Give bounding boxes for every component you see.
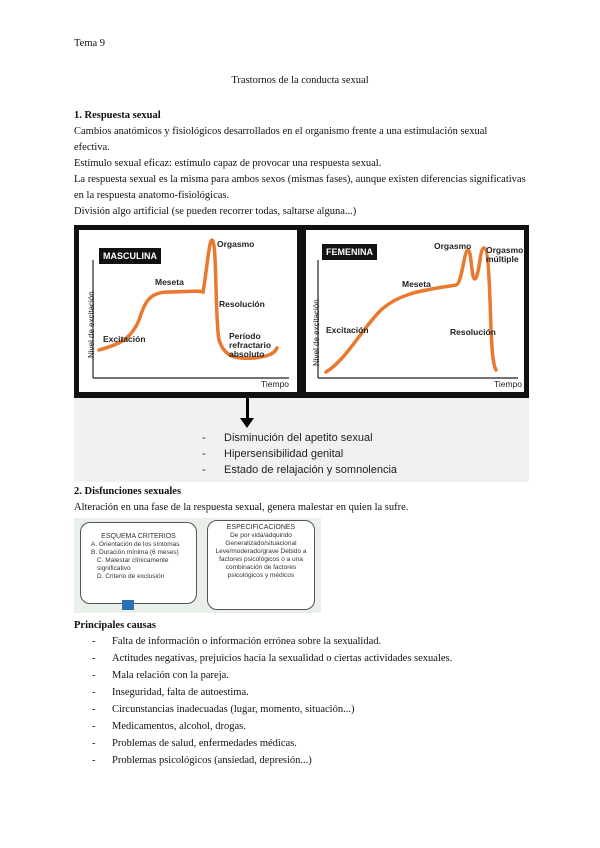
male-x-axis-label: Tiempo [261,379,290,389]
section-2-heading: 2. Disfunciones sexuales [74,486,182,497]
female-label-excitation: Excitación [326,325,369,335]
female-label-multiple-orgasm: Orgasmo múltiple [486,245,524,264]
criteria-item: C. Malestar clínicamente significativo [97,557,169,572]
male-label-excitation: Excitación [103,334,146,344]
male-label-refractory: Período refractario absoluto [229,331,272,359]
effect-item: - Estado de relajación y somnolencia [202,464,398,476]
female-label-plateau: Meseta [402,279,431,289]
causes-heading: Principales causas [74,620,156,631]
cause-item: - Circunstancias inadecuadas (lugar, momento, situación...) [92,704,355,715]
criteria-item: A. Orientación de los síntomas [91,541,180,548]
male-response-panel [79,230,297,392]
effect-item: - Hipersensibilidad genital [202,448,344,460]
specifications-text: De por vida/adquirido Generalizado/situacional Leve/moderado/grave Debido a factores psicológicos o a una combinación de factores psicológicos y médicos [215,532,307,579]
section-1-line: División algo artificial (se pueden recorrer todas, saltarse alguna...) [74,206,357,217]
criteria-item: B. Duración mínima (6 meses) [91,549,179,556]
female-response-panel [306,230,524,392]
cause-item: - Medicamentos, alcohol, drogas. [92,721,246,732]
topic-label: Tema 9 [74,38,106,49]
section-1-line: La respuesta sexual es la misma para ambos sexos (mismas fases), aunque existen diferencias significativas [74,174,526,185]
male-label-plateau: Meseta [155,277,184,287]
section-1-heading: 1. Respuesta sexual [74,110,161,121]
cause-item: - Problemas psicológicos (ansiedad, depresión...) [92,755,312,766]
female-label-resolution: Resolución [450,327,496,337]
sexual-response-figure [74,225,529,398]
cause-item: - Inseguridad, falta de autoestima. [92,687,249,698]
specifications-title: ESPECIFICACIONES [226,524,296,531]
specifications-bubble [207,520,315,610]
male-curve-chart [79,230,297,392]
criteria-item: D. Criterio de exclusión [97,573,165,580]
criteria-title: ESQUEMA CRITERIOS [101,533,176,540]
criteria-image [74,518,321,613]
effect-item: - Disminución del apetito sexual [202,432,373,444]
arrow-shaft [246,398,249,420]
cause-item: - Falta de información o información errónea sobre la sexualidad. [92,636,382,647]
document-title: Trastornos de la conducta sexual [231,75,369,86]
female-tag: FEMENINA [322,244,377,260]
criteria-bubble [80,522,197,604]
cause-item: - Mala relación con la pareja. [92,670,229,681]
female-response-curve [326,248,496,372]
book-icon [122,600,134,610]
male-y-axis-label: Nivel de excitación [87,291,96,358]
male-label-resolution: Resolución [219,299,265,309]
cause-item: - Actitudes negativas, prejuicios hacia la sexualidad o ciertas actividades sexuales. [92,653,453,664]
male-label-orgasm: Orgasmo [217,239,255,249]
section-1-line: en la respuesta anatomo-fisiológicas. [74,190,230,201]
section-1-line: Estímulo sexual eficaz: estímulo capaz de provocar una respuesta sexual. [74,158,382,169]
arrow-down-icon [240,418,254,428]
female-y-axis-label: Nivel de excitación [312,299,321,366]
section-1-line: Cambios anatómicos y fisiológicos desarrollados en el organismo frente a una estimulación sexual [74,126,488,137]
female-label-orgasm: Orgasmo [434,241,472,251]
refractory-effects-box [74,398,529,482]
female-x-axis-label: Tiempo [494,379,523,389]
cause-item: - Problemas de salud, enfermedades médicas. [92,738,297,749]
male-tag: MASCULINA [99,248,161,264]
section-1-line: efectiva. [74,142,110,153]
section-2-line: Alteración en una fase de la respuesta sexual, genera malestar en quien la sufre. [74,502,409,513]
